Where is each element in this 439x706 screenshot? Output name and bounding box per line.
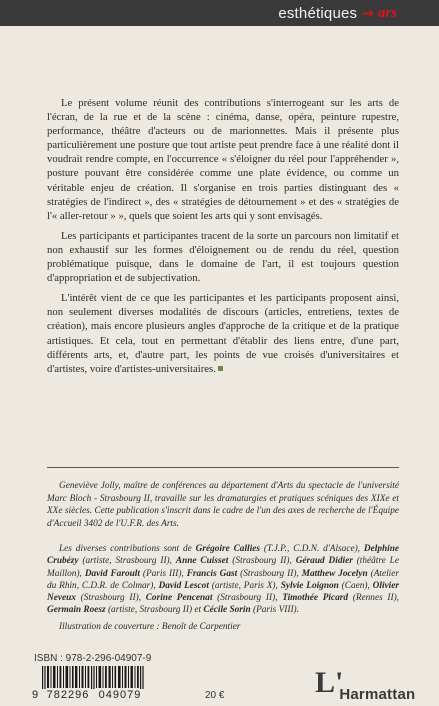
summary-paragraph-1: Le présent volume réunit des contributions s'interrogeant sur les arts de l'écran, de la rue et de la scène : cinéma, danse, opéra, peinture rupestre, performance, théâtre d'acteurs ou de marionnettes. Mais il présente plus particulièrement une posture que tout artiste peut prendre face à une réalité dont il voudrait rendre compte, en l'occurrence « s'éloigner du réel pour l'appréhender », posture pouvant être considérée comme une plate évidence, ou comme un véritable enjeu de création. Il s'organise en trois parties distinguant des « stratégies de l'indirect », des « stratégies de détournement » et des « stratégies de l'« aller-retour » », quels que soient les arts qui y sont envisagés. xyxy=(47,97,399,222)
summary-paragraph-3-text: L'intérêt vient de ce que les participantes et les participants proposent ainsi, non seulement diverses modalités de discours (articles, entretiens, textes de création), mais encore plusieurs angles d'approche de la critique et de la pratique artistiques. Et cela, tout en permettant d'établir des liens entre, d'une part, différents arts, et, d'autre part, les points de vue croisés d'universitaires et d'artistes, voire d'artistes-universitaires. xyxy=(47,292,399,375)
author-bio: Geneviève Jolly, maître de conférences au département d'Arts du spectacle de l'université Marc Bloch - Strasbourg II, travaille sur les dramaturgies et pratiques scéniques des XIXe et XXe siècles. Cette publication s'inscrit dans le cadre de l'un des axes de recherche de l'Équipe d'Accueil 3402 de l'U.F.R. des Arts. xyxy=(47,481,399,529)
contributor-affiliation: (Paris VIII). xyxy=(250,605,299,616)
arrow-icon: → xyxy=(361,4,374,22)
barcode-digits-left: 782296 xyxy=(46,689,90,701)
barcode-digit-first: 9 xyxy=(32,689,40,701)
contributor-affiliation: (Strasbourg II), xyxy=(212,593,283,604)
contributor-name: Germain Roesz xyxy=(47,605,106,616)
contributor-affiliation: (théâtre Le Maillon), xyxy=(47,556,399,579)
contributor-affiliation: (Atelier du Rhin, C.D.R. de Colmar), xyxy=(47,568,399,591)
contributor-name: Grégoire Callies xyxy=(195,544,260,554)
contributor-name: David Faroult xyxy=(84,568,140,579)
barcode-number xyxy=(32,689,164,701)
contributor-name: Sylvie Loignon xyxy=(280,580,339,591)
contributor-name: Cécile Sorin xyxy=(203,605,251,616)
contributor-affiliation: (Rennes II), xyxy=(348,593,400,604)
contributor-affiliation: (Caen), xyxy=(338,580,373,591)
publisher-name: Harmattan xyxy=(339,686,416,703)
contributor-affiliation: (Strasbourg II), xyxy=(228,556,296,567)
contributors-list xyxy=(47,543,399,617)
contributor-affiliation: (Strasbourg II), xyxy=(75,593,146,604)
barcode-digits-right: 049079 xyxy=(98,689,142,701)
contributor-affiliation: (Strasbourg II), xyxy=(237,568,302,579)
contributor-name: Matthew Jocelyn xyxy=(301,568,368,579)
end-mark-icon xyxy=(218,366,223,371)
cover-credit: Illustration de couverture : Benoît de Carpentier xyxy=(59,622,241,632)
publisher-mark: L' xyxy=(315,666,344,699)
divider xyxy=(47,467,399,468)
series-name: esthétiques xyxy=(278,4,358,22)
isbn: ISBN : 978-2-296-04907-9 xyxy=(34,653,152,664)
contributor-name: Corine Pencenat xyxy=(145,593,213,604)
contributor-affiliation: (T.J.P., C.D.N. d'Alsace), xyxy=(259,544,364,554)
price: 20 € xyxy=(205,690,225,701)
contributor-name: Géraud Didier xyxy=(295,556,353,567)
contributor-affiliation: (artiste, Paris X), xyxy=(208,580,281,591)
series-subname: ars xyxy=(377,4,397,21)
back-cover-summary xyxy=(47,96,399,376)
contributor-name: Delphine Crubézy xyxy=(47,544,400,567)
summary-paragraph-3 xyxy=(47,291,399,376)
contributor-name: David Lescot xyxy=(158,580,209,591)
contributor-name: Timothée Picard xyxy=(282,593,349,604)
contributors-intro: Les diverses contributions sont de xyxy=(59,544,196,554)
contributor-name: Francis Gast xyxy=(186,568,238,579)
contributor-affiliation: (Paris III), xyxy=(139,568,187,579)
series-logo xyxy=(278,3,397,23)
series-banner xyxy=(0,0,439,26)
summary-paragraph-2: Les participants et participantes tracent de la sorte un parcours non limitatif et non exhaustif sur les formes d'éloignement ou de rendu du réel, question problématique puisque, dans le domaine de l'art, il est toujours question d'appropriation et de subjectivation. xyxy=(47,229,399,285)
contributor-name: Anne Cuisset xyxy=(175,556,229,567)
contributor-affiliation: (artiste, Strasbourg II), xyxy=(78,556,176,567)
publisher-logo xyxy=(315,668,415,703)
contributor-name: Olivier Neveux xyxy=(47,580,399,604)
contributor-affiliation: (artiste, Strasbourg II) et xyxy=(105,605,204,616)
